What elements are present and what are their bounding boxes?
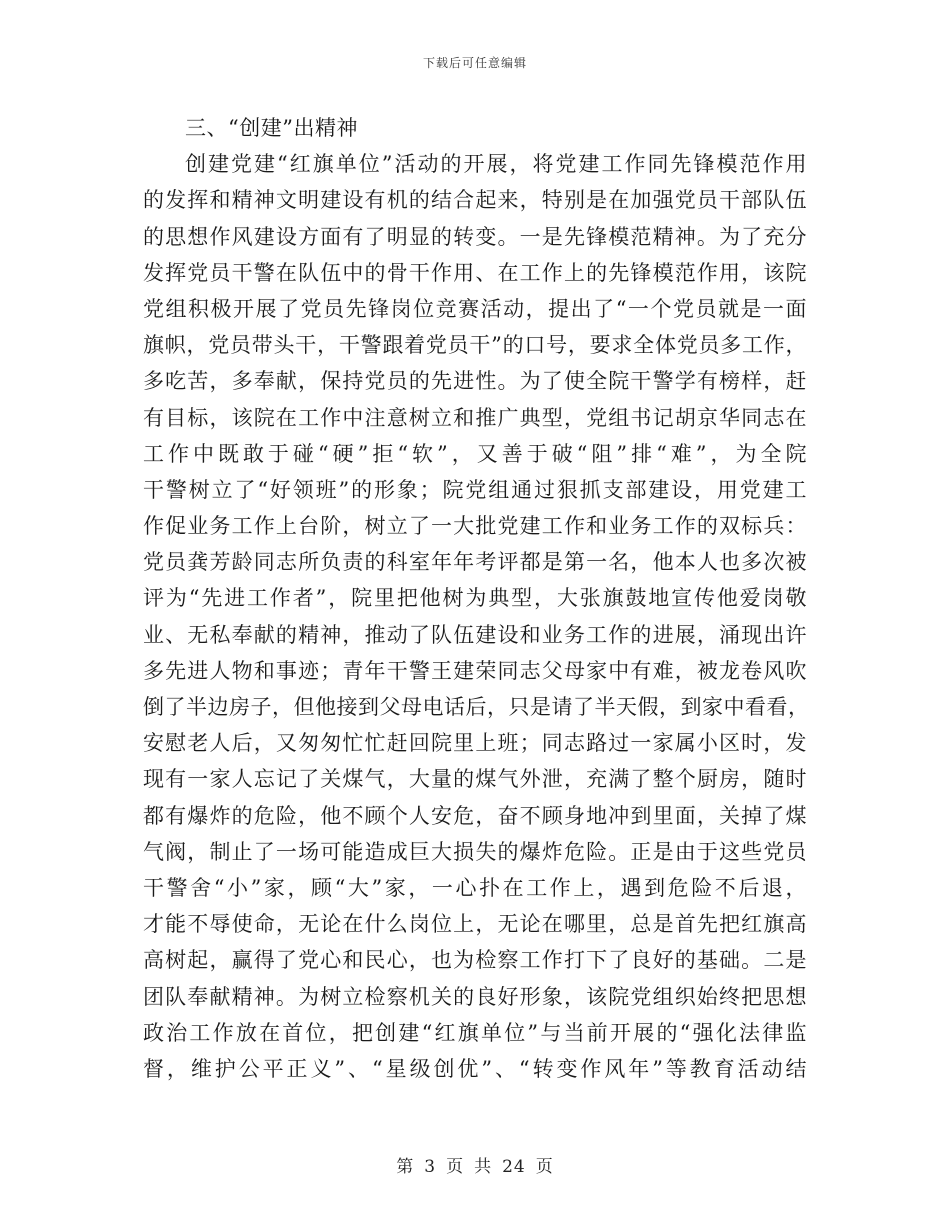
paragraph-line: 政治工作放在首位，把创建“红旗单位”与当前开展的“强化法律监 xyxy=(143,1020,807,1045)
paragraph-line: 旗帜，党员带头干，干警跟着党员干”的口号，要求全体党员多工作， xyxy=(143,333,807,358)
section-heading: 三、“创建”出精神 xyxy=(185,116,358,140)
page-number-footer xyxy=(0,1152,950,1177)
page-label-suffix: 页 xyxy=(535,1157,554,1177)
paragraph-line: 干警树立了“好领班”的形象；院党组通过狠抓支部建设，用党建工 xyxy=(143,477,807,502)
paragraph-line: 多先进人物和事迹；青年干警王建荣同志父母家中有难，被龙卷风吹 xyxy=(143,658,807,683)
paragraph-line: 工作中既敢于碰“硬”拒“软”，又善于破“阻”排“难”，为全院 xyxy=(143,441,807,466)
paragraph-line: 督，维护公平正义”、“星级创优”、“转变作风年”等教育活动结 xyxy=(143,1056,807,1081)
paragraph-line: 的思想作风建设方面有了明显的转变。一是先锋模范精神。为了充分 xyxy=(143,224,807,249)
paragraph-line: 党组积极开展了党员先锋岗位竞赛活动，提出了“一个党员就是一面 xyxy=(143,296,807,321)
paragraph-line: 都有爆炸的危险，他不顾个人安危，奋不顾身地冲到里面，关掉了煤 xyxy=(143,803,807,828)
paragraph-line: 创建党建“红旗单位”活动的开展，将党建工作同先锋模范作用 xyxy=(185,152,807,177)
page-label-prefix: 第 xyxy=(396,1157,415,1177)
paragraph-line: 干警舍“小”家，顾“大”家，一心扑在工作上，遇到危险不后退， xyxy=(143,875,807,900)
paragraph-line: 多吃苦，多奉献，保持党员的先进性。为了使全院干警学有榜样，赶 xyxy=(143,369,807,394)
paragraph-line: 有目标，该院在工作中注意树立和推广典型，党组书记胡京华同志在 xyxy=(143,405,807,430)
paragraph-line: 安慰老人后，又匆匆忙忙赶回院里上班；同志路过一家属小区时，发 xyxy=(143,731,807,756)
paragraph-line: 才能不辱使命，无论在什么岗位上，无论在哪里，总是首先把红旗高 xyxy=(143,912,807,937)
paragraph-line: 团队奉献精神。为树立检察机关的良好形象，该院党组织始终把思想 xyxy=(143,984,807,1009)
page-label-mid: 页 xyxy=(446,1157,465,1177)
paragraph-line: 业、无私奉献的精神，推动了队伍建设和业务工作的进展，涌现出许 xyxy=(143,622,807,647)
page-label-total-prefix: 共 xyxy=(474,1157,493,1177)
paragraph-line: 作促业务工作上台阶，树立了一大批党建工作和业务工作的双标兵： xyxy=(143,514,807,539)
paragraph-line: 倒了半边房子，但他接到父母电话后，只是请了半天假，到家中看看， xyxy=(143,695,810,719)
paragraph-line: 评为“先进工作者”，院里把他树为典型，大张旗鼓地宣传他爱岗敬 xyxy=(143,586,807,611)
page-number: 3 xyxy=(424,1157,437,1177)
document-body xyxy=(143,110,810,1087)
header-note: 下载后可任意编辑 xyxy=(422,56,527,70)
paragraph-line: 发挥党员干警在队伍中的骨干作用、在工作上的先锋模范作用，该院 xyxy=(143,260,807,285)
paragraph-line: 现有一家人忘记了关煤气，大量的煤气外泄，充满了整个厨房，随时 xyxy=(143,767,807,792)
page-total: 24 xyxy=(502,1157,526,1177)
paragraph-line: 党员龚芳龄同志所负责的科室年年考评都是第一名，他本人也多次被 xyxy=(143,550,807,575)
paragraph-line: 气阀，制止了一场可能造成巨大损失的爆炸危险。正是由于这些党员 xyxy=(143,839,807,864)
paragraph-line: 高树起，赢得了党心和民心，也为检察工作打下了良好的基础。二是 xyxy=(143,948,807,973)
paragraph-line: 的发挥和精神文明建设有机的结合起来，特别是在加强党员干部队伍 xyxy=(143,188,807,213)
